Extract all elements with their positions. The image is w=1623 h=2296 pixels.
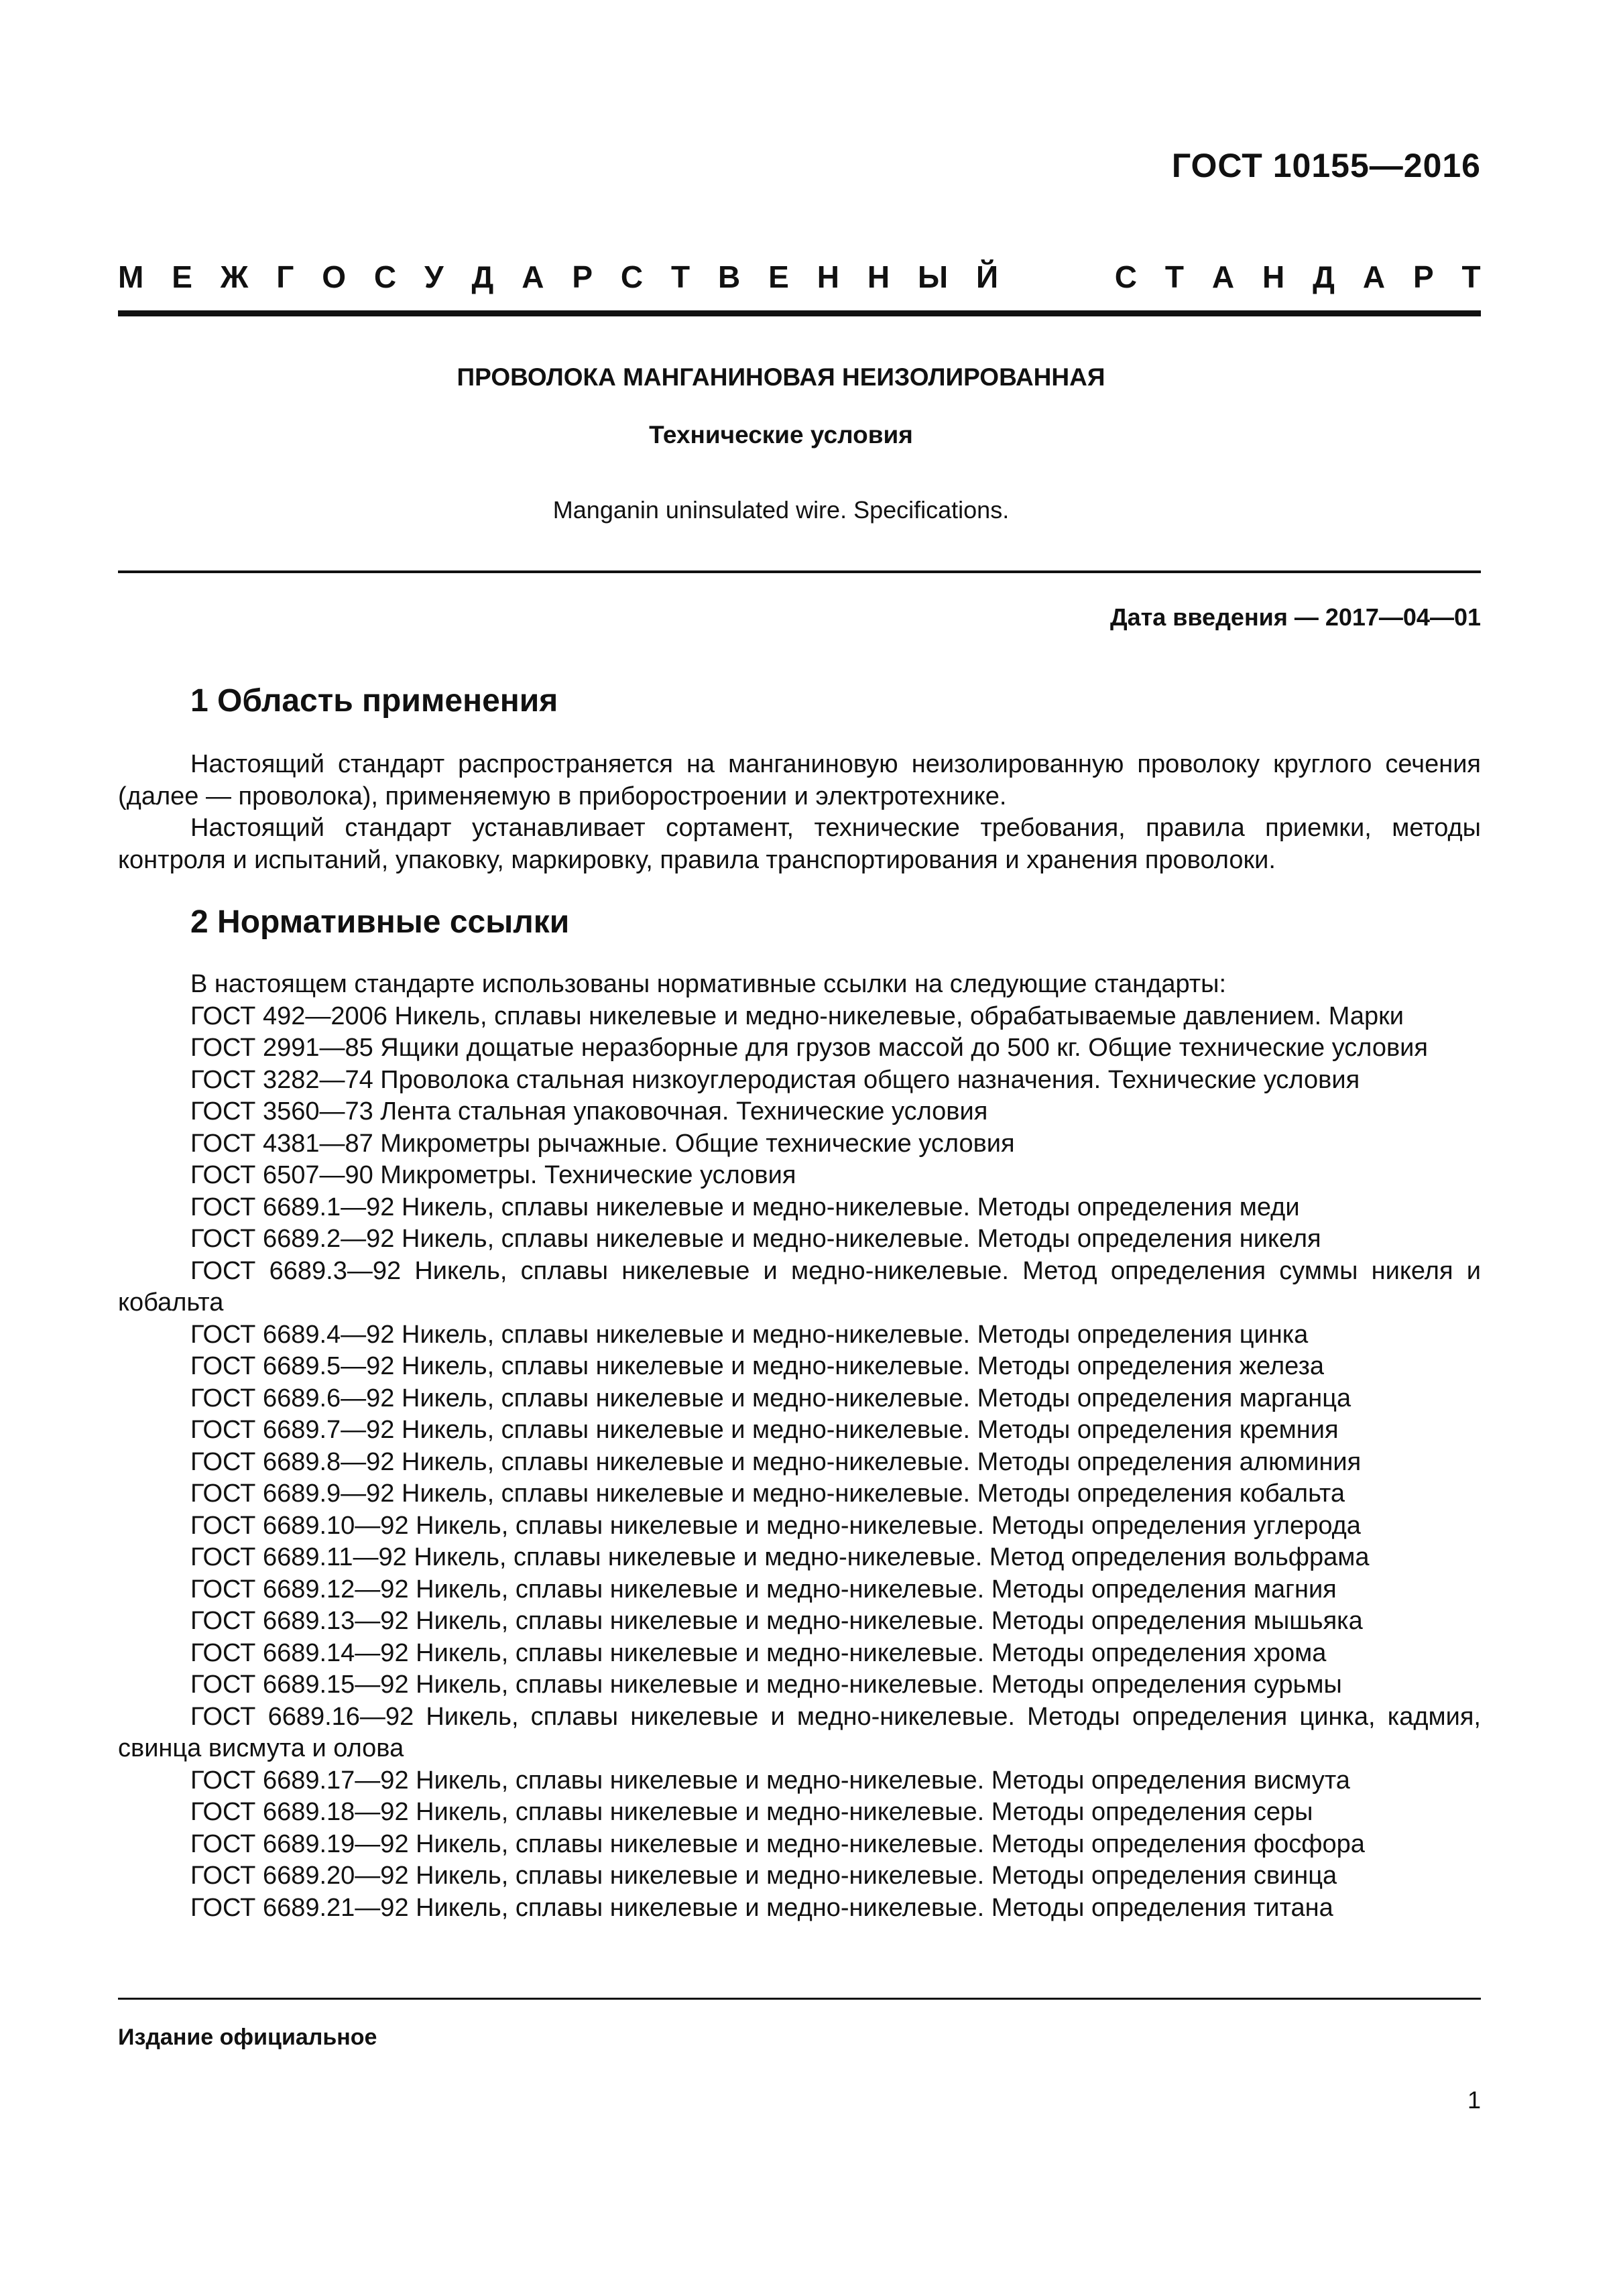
banner-letter: Н: [817, 259, 839, 294]
section-1-paragraph: Настоящий стандарт распространяется на манганиновую неизолированную проволоку круглого сечения (далее — проволока), применяемую в приборостроении и электротехнике.: [118, 750, 1481, 810]
banner-letter: Т: [1164, 259, 1185, 294]
banner-letter: Т: [671, 259, 690, 294]
reference-item: ГОСТ 3282—74 Проволока стальная низкоуглеродистая общего назначения. Технические условия: [190, 1065, 1360, 1094]
banner-letter: Г: [276, 259, 294, 294]
section-2-body: [118, 969, 1481, 1924]
reference-item: ГОСТ 492—2006 Никель, сплавы никелевые и медно-никелевые, обрабатываемые давлением. Марки: [190, 1002, 1404, 1030]
standard-type-banner: [118, 257, 1481, 297]
reference-item: ГОСТ 6689.12—92 Никель, сплавы никелевые и медно-никелевые. Методы определения магния: [190, 1575, 1337, 1604]
reference-item: ГОСТ 4381—87 Микрометры рычажные. Общие технические условия: [190, 1129, 1015, 1158]
section-2-heading: 2 Нормативные ссылки: [190, 904, 570, 940]
banner-letter: Ж: [220, 259, 249, 294]
reference-item: ГОСТ 6689.7—92 Никель, сплавы никелевые и медно-никелевые. Методы определения кремния: [190, 1416, 1339, 1444]
banner-gap: [1026, 257, 1087, 297]
banner-letter: А: [1211, 259, 1235, 294]
reference-item: ГОСТ 6689.16—92 Никель, сплавы никелевые и медно-никелевые. Методы определения цинка, кадмия, свинца висмута и олова: [118, 1702, 1481, 1762]
reference-item: ГОСТ 6689.6—92 Никель, сплавы никелевые и медно-никелевые. Методы определения марганца: [190, 1384, 1351, 1412]
reference-item: ГОСТ 6689.8—92 Никель, сплавы никелевые и медно-никелевые. Методы определения алюминия: [190, 1447, 1362, 1476]
reference-item: ГОСТ 6689.5—92 Никель, сплавы никелевые и медно-никелевые. Методы определения железа: [190, 1352, 1325, 1380]
banner-letter: Н: [867, 259, 890, 294]
banner-letter: О: [322, 259, 347, 294]
banner-letter: С: [1114, 259, 1138, 294]
banner-letter: Е: [172, 259, 192, 294]
reference-item: ГОСТ 6689.19—92 Никель, сплавы никелевые и медно-никелевые. Методы определения фосфора: [190, 1829, 1365, 1858]
banner-letter: Н: [1262, 259, 1285, 294]
reference-item: ГОСТ 6689.9—92 Никель, сплавы никелевые и медно-никелевые. Методы определения кобальта: [190, 1479, 1345, 1508]
normative-references-list: [118, 1001, 1481, 1925]
footer-rule: [118, 1998, 1481, 2000]
reference-item: ГОСТ 6689.4—92 Никель, сплавы никелевые и медно-никелевые. Методы определения цинка: [190, 1320, 1309, 1349]
reference-item: ГОСТ 2991—85 Ящики дощатые неразборные для грузов массой до 500 кг. Общие технические условия: [190, 1034, 1428, 1062]
reference-item: ГОСТ 6689.15—92 Никель, сплавы никелевые и медно-никелевые. Методы определения сурьмы: [190, 1671, 1342, 1699]
banner-letter: Р: [1412, 259, 1434, 294]
banner-letter: Е: [768, 259, 789, 294]
banner-letter: У: [424, 259, 444, 294]
document-subtitle: Технические условия: [649, 421, 913, 448]
banner-letter: Д: [471, 259, 494, 294]
banner-letter: С: [620, 259, 644, 294]
introduction-date: Дата введения — 2017—04—01: [1109, 603, 1481, 631]
reference-item: ГОСТ 6689.18—92 Никель, сплавы никелевые и медно-никелевые. Методы определения серы: [190, 1798, 1313, 1826]
title-rule: [118, 570, 1481, 573]
reference-item: ГОСТ 6689.20—92 Никель, сплавы никелевые и медно-никелевые. Методы определения свинца: [190, 1862, 1337, 1890]
reference-item: ГОСТ 6689.1—92 Никель, сплавы никелевые и медно-никелевые. Методы определения меди: [190, 1193, 1300, 1221]
banner-letter: Р: [572, 259, 593, 294]
banner-letter: А: [522, 259, 544, 294]
reference-item: ГОСТ 6689.11—92 Никель, сплавы никелевые и медно-никелевые. Метод определения вольфрама: [190, 1543, 1370, 1571]
header-rule: [118, 310, 1481, 316]
section-1-paragraph: Настоящий стандарт устанавливает сортамент, технические требования, правила приемки, методы контроля и испытаний, упаковку, маркировку, правила транспортирования и хранения проволоки.: [118, 814, 1481, 874]
reference-item: ГОСТ 6689.2—92 Никель, сплавы никелевые и медно-никелевые. Методы определения никеля: [190, 1225, 1321, 1253]
banner-letter: А: [1362, 259, 1386, 294]
reference-item: ГОСТ 3560—73 Лента стальная упаковочная. Технические условия: [190, 1097, 988, 1126]
reference-item: ГОСТ 6689.13—92 Никель, сплавы никелевые и медно-никелевые. Методы определения мышьяка: [190, 1607, 1363, 1635]
reference-item: ГОСТ 6507—90 Микрометры. Технические условия: [190, 1161, 796, 1189]
document-title: ПРОВОЛОКА МАНГАНИНОВАЯ НЕИЗОЛИРОВАННАЯ: [457, 363, 1105, 391]
banner-letter: Д: [1313, 259, 1335, 294]
banner-letter: Т: [1461, 259, 1481, 294]
reference-item: ГОСТ 6689.10—92 Никель, сплавы никелевые и медно-никелевые. Методы определения углерода: [190, 1511, 1361, 1540]
document-code: ГОСТ 10155—2016: [1171, 147, 1481, 184]
banner-letter: М: [118, 259, 144, 294]
section-1-body: [118, 749, 1481, 876]
banner-letter: В: [718, 259, 741, 294]
english-title: Manganin uninsulated wire. Specifications.: [552, 496, 1010, 524]
banner-letter: С: [373, 259, 397, 294]
page-number: 1: [1467, 2086, 1481, 2114]
reference-item: ГОСТ 6689.21—92 Никель, сплавы никелевые и медно-никелевые. Методы определения титана: [190, 1893, 1333, 1922]
section-1-heading: 1 Область применения: [190, 683, 558, 719]
reference-item: ГОСТ 6689.3—92 Никель, сплавы никелевые и медно-никелевые. Метод определения суммы никеля и кобальта: [118, 1256, 1481, 1317]
reference-item: ГОСТ 6689.17—92 Никель, сплавы никелевые и медно-никелевые. Методы определения висмута: [190, 1766, 1350, 1795]
section-2-intro: В настоящем стандарте использованы нормативные ссылки на следующие стандарты:: [190, 970, 1227, 998]
banner-letter: Й: [975, 259, 998, 294]
official-edition-note: Издание официальное: [118, 2025, 377, 2050]
reference-item: ГОСТ 6689.14—92 Никель, сплавы никелевые и медно-никелевые. Методы определения хрома: [190, 1638, 1327, 1667]
banner-letter: Ы: [918, 259, 949, 294]
